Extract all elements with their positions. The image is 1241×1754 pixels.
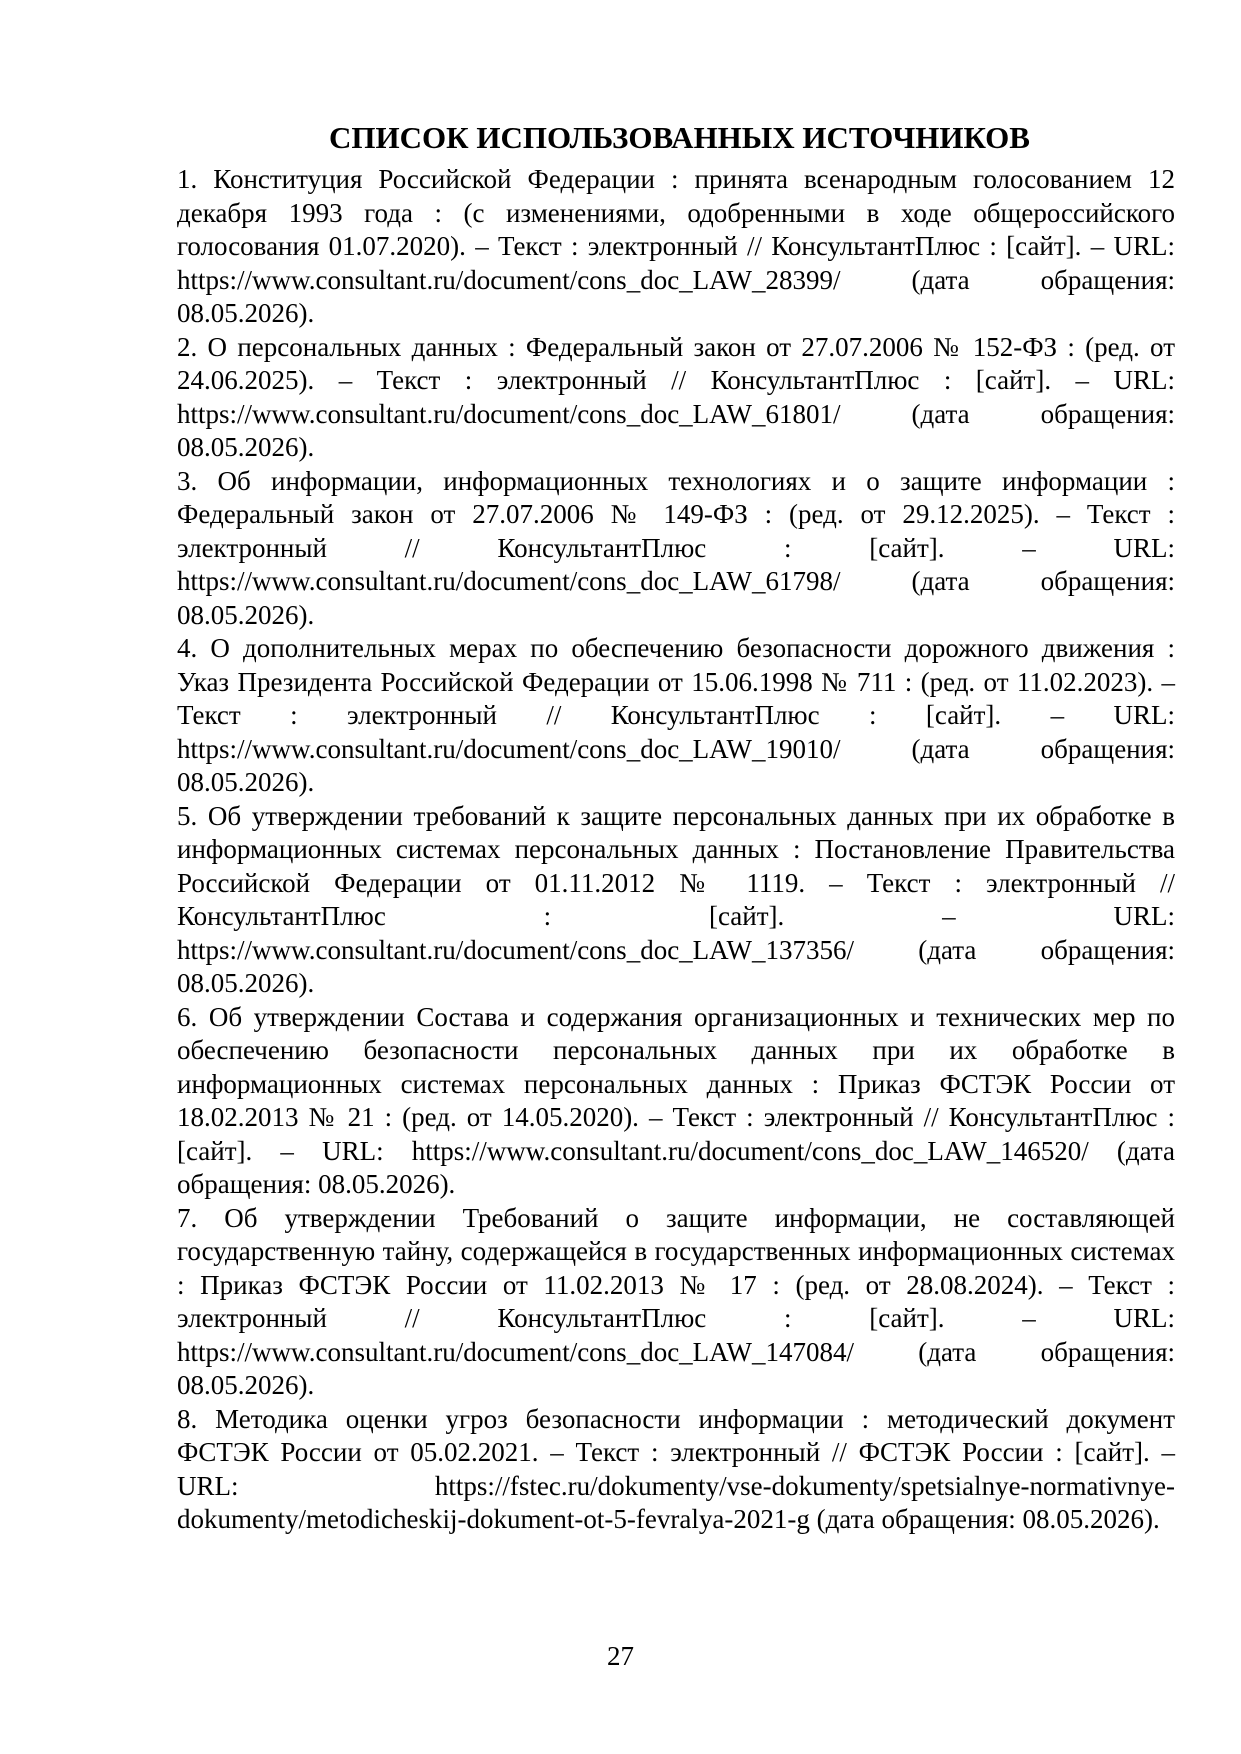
reference-item-1: 1. Конституция Российской Федерации : принята всенародным голосованием 12 декабря 1993 года : (с изменениями, одобренными в ходе общероссийского голосования 01.07.2020). – Текст : электронный // КонсультантПлюс : [сайт]. – URL: https://www.consultant.ru/document/cons_doc_LAW_28399/ (дата обращения: 08.05.2026). (177, 164, 1175, 328)
reference-item-2: 2. О персональных данных : Федеральный закон от 27.07.2006 № 152-ФЗ : (ред. от 24.06.2025). – Текст : электронный // КонсультантПлюс : [сайт]. – URL: https://www.consultant.ru/document/cons_doc_LAW_61801/ (дата обращения: 08.05.2026). (177, 331, 1175, 462)
page-title: СПИСОК ИСПОЛЬЗОВАННЫХ ИСТОЧНИКОВ (329, 120, 1030, 155)
page-content (177, 113, 1175, 1537)
reference-item-5: 5. Об утверждении требований к защите персональных данных при их обработке в информационных системах персональных данных : Постановление Правительства Российской Федерации от 01.11.2012 № 1119. – Текст : электронный // КонсультантПлюс : [сайт]. – URL: https://www.consultant.ru/document/cons_doc_LAW_137356/ (дата обращения: 08.05.2026). (177, 800, 1175, 998)
reference-item-7: 7. Об утверждении Требований о защите информации, не составляющей государственную тайну, содержащейся в государственных информационных системах : Приказ ФСТЭК России от 11.02.2013 № 17 : (ред. от 28.08.2024). – Текст : электронный // КонсультантПлюс : [сайт]. – URL: https://www.consultant.ru/document/cons_doc_LAW_147084/ (дата обращения: 08.05.2026). (177, 1202, 1175, 1400)
reference-item-8: 8. Методика оценки угроз безопасности информации : методический документ ФСТЭК России от 05.02.2021. – Текст : электронный // ФСТЭК России : [сайт]. – URL: https://fstec.ru/dokumenty/vse-dokumenty/spetsialnye-normativnye-dokumenty/metodicheskij-dokument-ot-5-fevralya-2021-g (дата обращения: 08.05.2026). (177, 1403, 1175, 1534)
reference-item-3: 3. Об информации, информационных технологиях и о защите информации : Федеральный закон от 27.07.2006 № 149-ФЗ : (ред. от 29.12.2025). – Текст : электронный // КонсультантПлюс : [сайт]. – URL: https://www.consultant.ru/document/cons_doc_LAW_61798/ (дата обращения: 08.05.2026). (177, 465, 1175, 630)
reference-item-6: 6. Об утверждении Состава и содержания организационных и технических мер по обеспечению безопасности персональных данных при их обработке в информационных системах персональных данных : Приказ ФСТЭК России от 18.02.2013 № 21 : (ред. от 14.05.2020). – Текст : электронный // КонсультантПлюс : [сайт]. – URL: https://www.consultant.ru/document/cons_doc_LAW_146520/ (дата обращения: 08.05.2026). (177, 1001, 1175, 1199)
reference-item-4: 4. О дополнительных мерах по обеспечению безопасности дорожного движения : Указ Президента Российской Федерации от 15.06.1998 № 711 : (ред. от 11.02.2023). – Текст : электронный // КонсультантПлюс : [сайт]. – URL: https://www.consultant.ru/document/cons_doc_LAW_19010/ (дата обращения: 08.05.2026). (177, 633, 1175, 797)
page-number: 27 (607, 1641, 634, 1671)
